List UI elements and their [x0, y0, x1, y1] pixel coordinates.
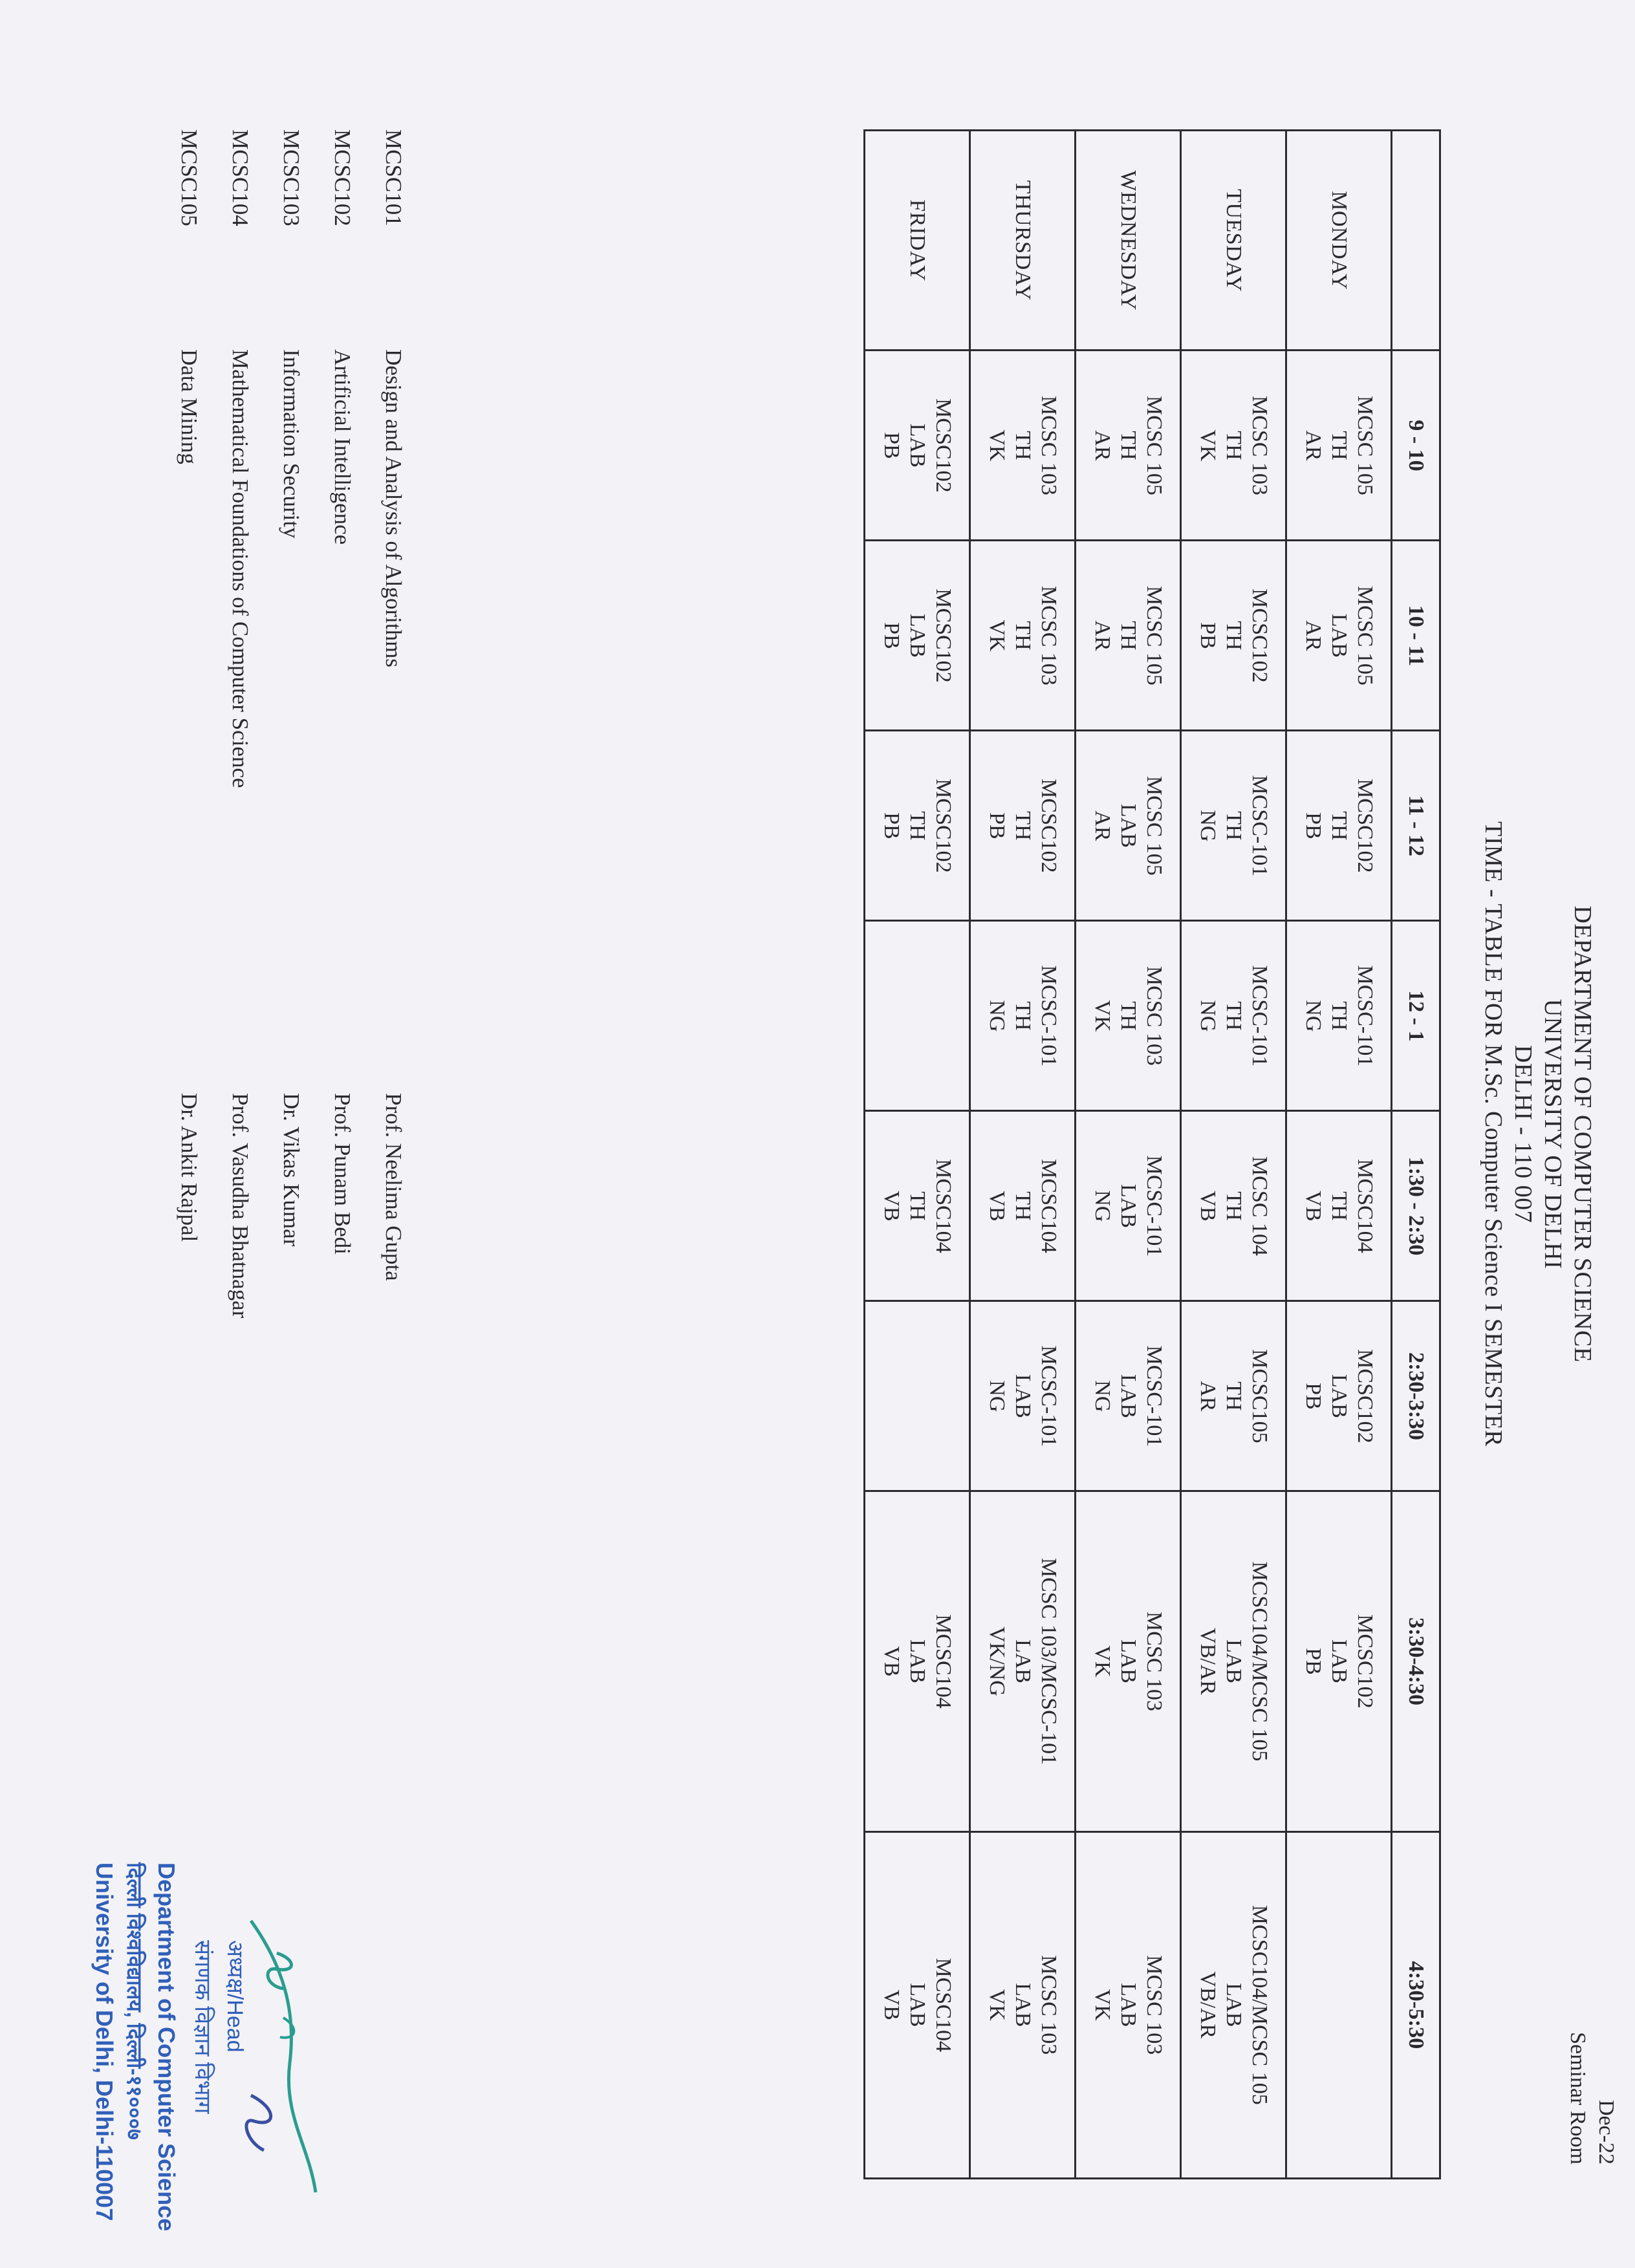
- course-name-list: [164, 349, 419, 788]
- class-cell: [970, 921, 1076, 1111]
- class-cell: [1286, 731, 1392, 921]
- course-code: MCSC101: [381, 129, 406, 226]
- day-label: TUESDAY: [1181, 131, 1286, 351]
- faculty-name: Dr. Vikas Kumar: [279, 1093, 304, 1247]
- session-type: LAB: [1116, 1374, 1140, 1418]
- course-code: MCSC-101: [1248, 965, 1272, 1067]
- class-cell: [865, 1831, 970, 2178]
- teacher-initials: NG: [985, 1380, 1009, 1412]
- class-cell: [1181, 351, 1286, 541]
- slot-header: 12 - 1: [1392, 921, 1440, 1111]
- class-cell: [1076, 1111, 1181, 1301]
- session-type: LAB: [1222, 1983, 1246, 2027]
- class-cell: [865, 1491, 970, 1831]
- teacher-initials: VK/NG: [985, 1626, 1009, 1696]
- course-code: MCSC103: [279, 129, 304, 226]
- course-code: MCSC104: [1353, 1159, 1377, 1253]
- course-code: MCSC102: [931, 589, 955, 683]
- class-cell: [1286, 921, 1392, 1111]
- day-row: [1181, 131, 1286, 2179]
- day-label: WEDNESDAY: [1076, 131, 1181, 351]
- teacher-initials: PB: [1301, 812, 1325, 839]
- teacher-initials: VB: [985, 1191, 1009, 1222]
- course-code: MCSC104: [228, 129, 253, 226]
- slot-header: 3:30-4:30: [1392, 1491, 1440, 1831]
- stamp-university-hindi: दिल्ली विश्वविद्यालय, दिल्ली-११०००७: [123, 1863, 146, 2140]
- head-of-department-stamp: [12, 1863, 296, 2251]
- teacher-initials: NG: [1196, 1000, 1220, 1032]
- teacher-initials: VK: [985, 429, 1009, 462]
- timetable-grid: [863, 129, 1441, 2179]
- course-code: MCSC 103: [1142, 966, 1166, 1066]
- teacher-initials: PB: [880, 432, 904, 459]
- class-cell: [1286, 1111, 1392, 1301]
- session-type: TH: [1011, 1001, 1035, 1031]
- class-cell: [865, 351, 970, 541]
- session-type: TH: [1222, 811, 1246, 841]
- course-code: MCSC104: [1037, 1159, 1061, 1253]
- class-cell: [1286, 1301, 1392, 1491]
- course-code: MCSC 105: [1142, 775, 1166, 876]
- teacher-initials: VB: [1196, 1191, 1220, 1222]
- faculty-list: [164, 1093, 419, 1318]
- session-type: TH: [1011, 431, 1035, 460]
- teacher-initials: VB: [880, 1989, 904, 2020]
- session-type: LAB: [905, 1639, 929, 1683]
- session-type: TH: [1011, 621, 1035, 651]
- class-cell: [1181, 1831, 1286, 2178]
- course-name: Mathematical Foundations of Computer Science: [228, 349, 253, 788]
- class-cell: [970, 541, 1076, 731]
- university-title: UNIVERSITY OF DELHI: [1539, 999, 1566, 1269]
- course-code: MCSC-101: [1142, 1155, 1166, 1257]
- course-code: MCSC 104: [1248, 1156, 1272, 1256]
- session-type: TH: [905, 811, 929, 841]
- course-name: Information Security: [279, 349, 304, 539]
- teacher-initials: AR: [1301, 620, 1325, 651]
- class-cell: [970, 731, 1076, 921]
- session-type: TH: [1222, 1381, 1246, 1411]
- course-code: MCSC105: [177, 129, 202, 226]
- session-type: TH: [1222, 431, 1246, 460]
- course-name: Artificial Intelligence: [330, 349, 355, 545]
- course-code: MCSC 105: [1353, 585, 1377, 686]
- class-cell: [1181, 1301, 1286, 1491]
- day-row: [1076, 131, 1181, 2179]
- stamp-head-label: अध्यक्ष/Head: [222, 1940, 247, 2053]
- session-type: LAB: [1011, 1983, 1035, 2027]
- session-type: TH: [905, 1191, 929, 1221]
- department-title: DEPARTMENT OF COMPUTER SCIENCE: [1569, 905, 1596, 1363]
- teacher-initials: VK: [985, 1989, 1009, 2021]
- class-cell: [865, 541, 970, 731]
- faculty-name: Dr. Ankit Rajpal: [177, 1093, 202, 1242]
- session-type: TH: [1222, 1001, 1246, 1031]
- class-cell: [1286, 541, 1392, 731]
- address-line: DELHI - 110 007: [1510, 1044, 1537, 1224]
- class-cell: [1076, 541, 1181, 731]
- class-cell: [865, 1111, 970, 1301]
- teacher-initials: VK: [1090, 1645, 1114, 1678]
- course-code: MCSC 103: [1142, 1955, 1166, 2055]
- class-cell: [1286, 351, 1392, 541]
- session-type: TH: [1116, 1001, 1140, 1031]
- session-type: TH: [1327, 431, 1351, 460]
- course-code: MCSC104/MCSC 105: [1248, 1905, 1272, 2105]
- teacher-initials: PB: [1301, 1383, 1325, 1410]
- course-code: MCSC 105: [1142, 395, 1166, 495]
- teacher-initials: NG: [1301, 1000, 1325, 1032]
- teacher-initials: PB: [880, 622, 904, 649]
- course-code: MCSC102: [1037, 779, 1061, 873]
- session-type: LAB: [905, 423, 929, 468]
- slot-header: 2:30-3:30: [1392, 1301, 1440, 1491]
- course-code: MCSC104: [931, 1159, 955, 1253]
- slot-header: 4:30-5:30: [1392, 1831, 1440, 2178]
- course-code: MCSC-101: [1142, 1345, 1166, 1447]
- session-type: TH: [1011, 811, 1035, 841]
- session-type: TH: [1327, 1001, 1351, 1031]
- teacher-initials: VB/AR: [1196, 1971, 1220, 2039]
- teacher-initials: VK: [1090, 1000, 1114, 1032]
- session-type: LAB: [1327, 1639, 1351, 1683]
- class-cell: [1181, 541, 1286, 731]
- session-type: LAB: [1327, 613, 1351, 658]
- session-type: TH: [1116, 431, 1140, 460]
- day-row: [970, 131, 1076, 2179]
- faculty-name: Prof. Neelima Gupta: [381, 1093, 406, 1281]
- teacher-initials: AR: [1090, 620, 1114, 651]
- teacher-initials: NG: [1196, 810, 1220, 842]
- course-code: MCSC-101: [1037, 965, 1061, 1067]
- course-code: MCSC102: [1248, 589, 1272, 683]
- session-type: LAB: [905, 1983, 929, 2027]
- session-type: LAB: [905, 613, 929, 658]
- session-type: TH: [1327, 811, 1351, 841]
- slot-header-row: [1392, 131, 1440, 2179]
- course-code: MCSC102: [1353, 1349, 1377, 1443]
- teacher-initials: PB: [985, 812, 1009, 839]
- teacher-initials: PB: [1301, 1648, 1325, 1675]
- timetable-title: TIME - TABLE FOR M.Sc. Computer Science I SEMESTER: [1480, 821, 1507, 1447]
- course-code: MCSC102: [1353, 779, 1377, 873]
- class-cell: [1076, 1491, 1181, 1831]
- teacher-initials: NG: [985, 1000, 1009, 1032]
- session-type: LAB: [1011, 1639, 1035, 1683]
- course-code: MCSC 103: [1037, 395, 1061, 495]
- date-label: Dec-22: [1594, 2099, 1618, 2165]
- session-type: LAB: [1011, 1374, 1035, 1418]
- class-cell: [1076, 1831, 1181, 2178]
- session-type: TH: [1116, 621, 1140, 651]
- teacher-initials: PB: [880, 812, 904, 839]
- stamp-university-english: University of Delhi, Delhi-110007: [91, 1863, 118, 2221]
- session-type: TH: [1222, 621, 1246, 651]
- teacher-initials: VB: [880, 1191, 904, 1222]
- class-cell: [970, 1111, 1076, 1301]
- stamp-dept-hindi: संगणक विज्ञान विभाग: [190, 1940, 215, 2114]
- course-code: MCSC 103: [1037, 585, 1061, 686]
- course-code: MCSC104: [931, 1614, 955, 1709]
- session-type: LAB: [1327, 1374, 1351, 1418]
- course-name: Design and Analysis of Algorithms: [381, 349, 406, 667]
- session-type: LAB: [1116, 803, 1140, 848]
- room-label: Seminar Room: [1566, 2032, 1590, 2165]
- course-code: MCSC 103/MCSC-101: [1037, 1557, 1061, 1766]
- class-cell: [1181, 1491, 1286, 1831]
- corner-cell: [1392, 131, 1440, 351]
- session-type: TH: [1011, 1191, 1035, 1221]
- course-code: MCSC102: [931, 779, 955, 873]
- slot-header: 11 - 12: [1392, 731, 1440, 921]
- session-type: LAB: [1116, 1639, 1140, 1683]
- teacher-initials: AR: [1090, 430, 1114, 461]
- class-cell: [1076, 921, 1181, 1111]
- course-code: MCSC-101: [1037, 1345, 1061, 1447]
- day-label: MONDAY: [1286, 131, 1392, 351]
- class-cell: [1181, 921, 1286, 1111]
- course-code: MCSC 103: [1142, 1611, 1166, 1711]
- class-cell: [970, 351, 1076, 541]
- teacher-initials: NG: [1090, 1380, 1114, 1412]
- class-cell: [970, 1301, 1076, 1491]
- class-cell: [970, 1831, 1076, 2178]
- teacher-initials: VK: [1090, 1989, 1114, 2021]
- course-code: MCSC 105: [1142, 585, 1166, 686]
- course-code: MCSC102: [1353, 1614, 1377, 1709]
- class-cell: [970, 1491, 1076, 1831]
- course-code: MCSC105: [1248, 1349, 1272, 1443]
- slot-header: 10 - 11: [1392, 541, 1440, 731]
- stamp-dept-english: Department of Computer Science: [153, 1863, 180, 2232]
- teacher-initials: VB: [880, 1646, 904, 1677]
- teacher-initials: NG: [1090, 1190, 1114, 1222]
- course-code: MCSC-101: [1353, 965, 1377, 1067]
- course-code: MCSC104/MCSC 105: [1248, 1561, 1272, 1762]
- teacher-initials: PB: [1196, 622, 1220, 649]
- teacher-initials: AR: [1301, 430, 1325, 461]
- class-cell: [865, 731, 970, 921]
- session-type: LAB: [1116, 1983, 1140, 2027]
- class-cell: [1076, 1301, 1181, 1491]
- teacher-initials: VK: [985, 620, 1009, 652]
- faculty-name: Prof. Vasudha Bhatnagar: [228, 1093, 253, 1319]
- day-label: THURSDAY: [970, 131, 1076, 351]
- course-code: MCSC-101: [1248, 775, 1272, 877]
- course-code: MCSC102: [931, 398, 955, 493]
- class-cell: [865, 921, 970, 1111]
- teacher-initials: VB: [1301, 1191, 1325, 1222]
- course-code: MCSC 105: [1353, 395, 1377, 495]
- day-row: [1286, 131, 1392, 2179]
- faculty-name: Prof. Punam Bedi: [330, 1093, 355, 1255]
- class-cell: [1181, 731, 1286, 921]
- course-code: MCSC 103: [1248, 395, 1272, 495]
- class-cell: [1286, 1491, 1392, 1831]
- class-cell: [1076, 351, 1181, 541]
- session-type: LAB: [1116, 1183, 1140, 1228]
- teacher-initials: VK: [1196, 429, 1220, 462]
- slot-header: 9 - 10: [1392, 351, 1440, 541]
- class-cell: [1181, 1111, 1286, 1301]
- class-cell: [865, 1301, 970, 1491]
- course-code: MCSC 103: [1037, 1955, 1061, 2055]
- course-code-list: [164, 129, 419, 226]
- timetable-body: [865, 131, 1392, 2179]
- session-type: TH: [1327, 1191, 1351, 1221]
- course-code: MCSC102: [330, 129, 355, 226]
- session-type: TH: [1222, 1191, 1246, 1221]
- teacher-initials: VB/AR: [1196, 1628, 1220, 1695]
- course-code: MCSC104: [931, 1958, 955, 2053]
- course-name: Data Mining: [177, 349, 202, 464]
- class-cell: [1286, 1831, 1392, 2178]
- day-label: FRIDAY: [865, 131, 970, 351]
- slot-header: 1:30 - 2:30: [1392, 1111, 1440, 1301]
- day-row: [865, 131, 970, 2179]
- class-cell: [1076, 731, 1181, 921]
- teacher-initials: AR: [1090, 810, 1114, 841]
- teacher-initials: AR: [1196, 1381, 1220, 1412]
- session-type: LAB: [1222, 1639, 1246, 1683]
